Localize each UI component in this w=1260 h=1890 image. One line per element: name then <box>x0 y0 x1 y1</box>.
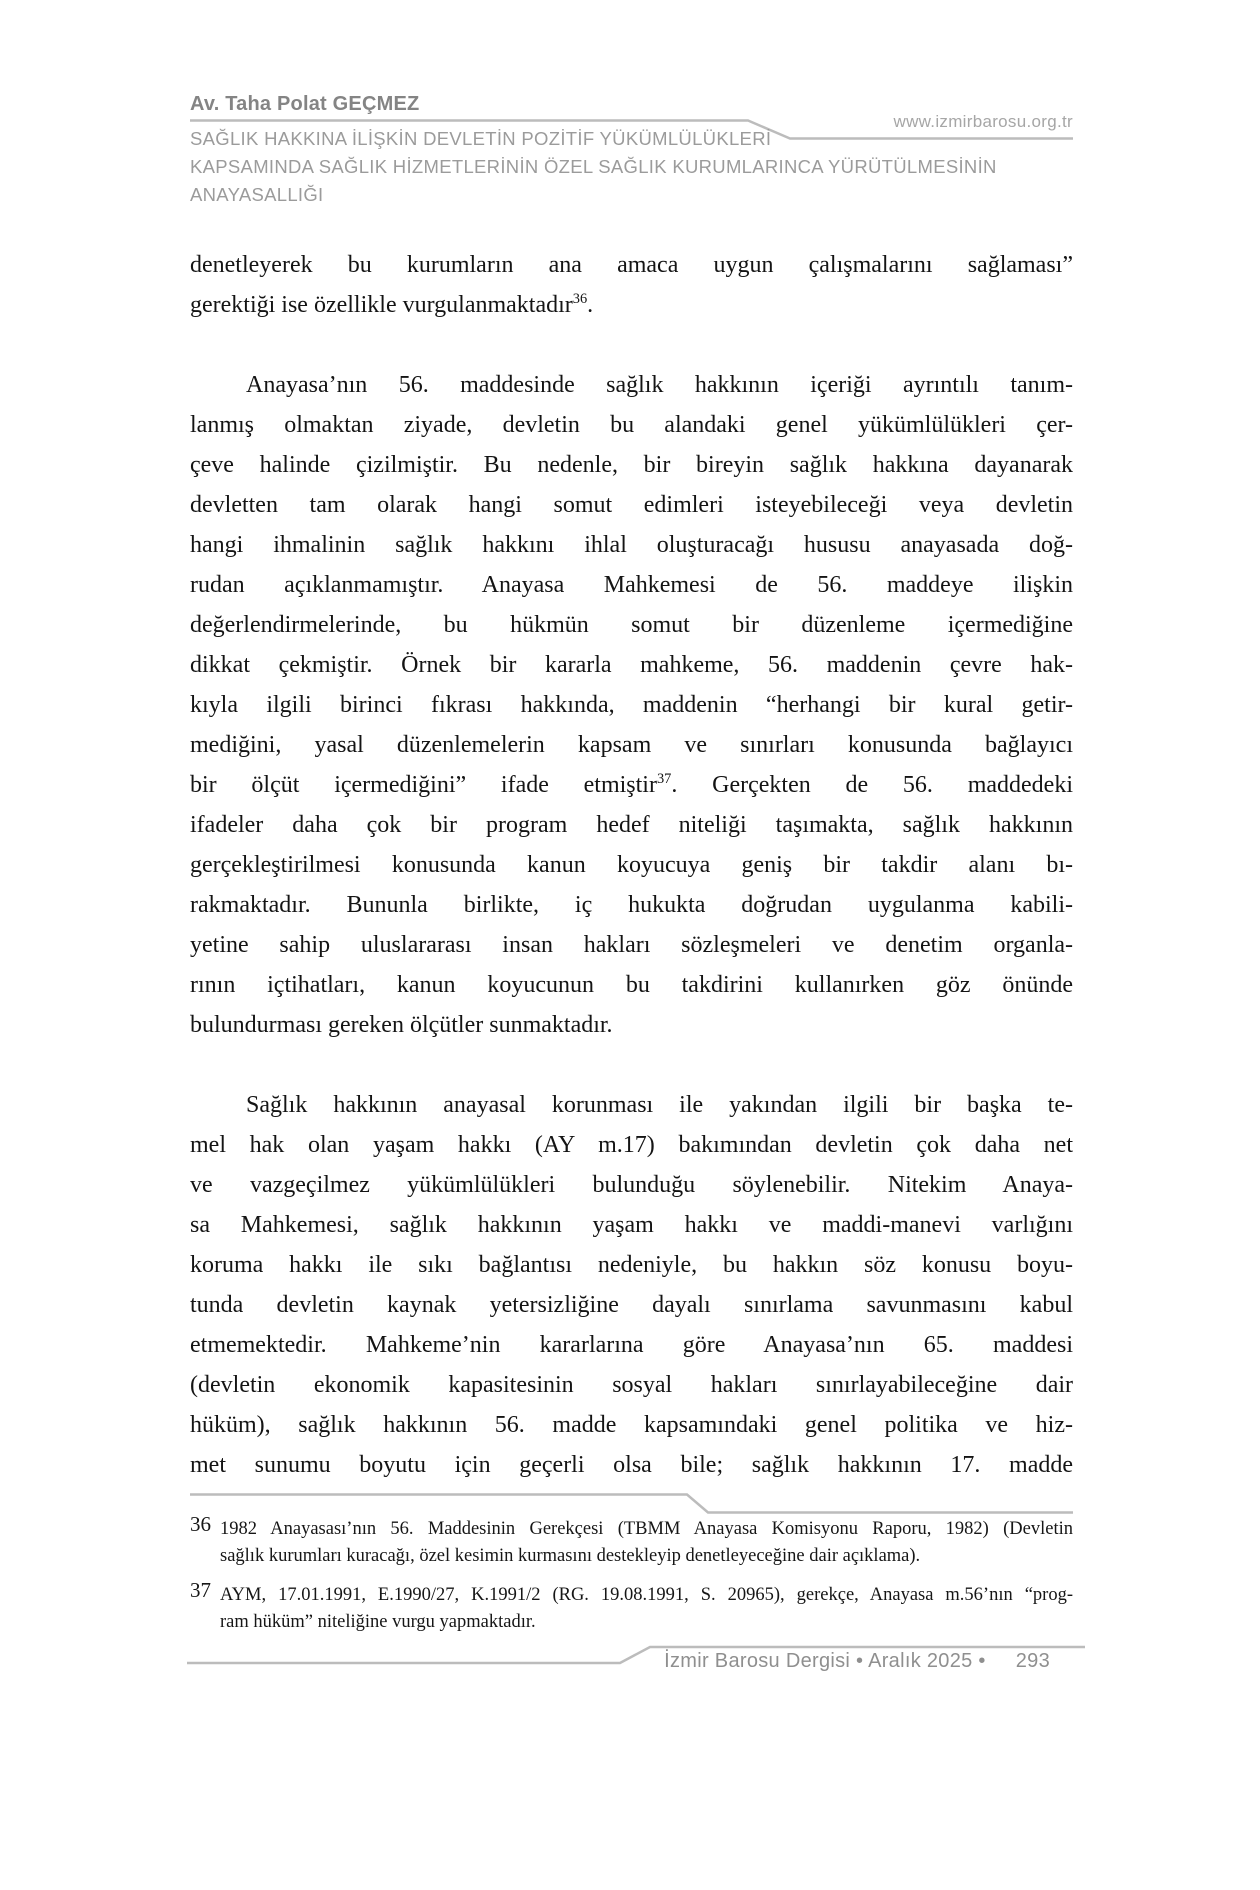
body-text-line: devletten tam olarak hangi somut edimleri isteyebileceği veya devletin <box>190 492 1073 518</box>
body-text-line: ve vazgeçilmez yükümlülükleri bulunduğu söylenebilir. Nitekim Anaya- <box>190 1172 1073 1198</box>
body-text-line: hangi ihmalinin sağlık hakkını ihlal oluşturacağı hususu anayasada doğ- <box>190 532 1073 558</box>
body-text-line: etmemektedir. Mahkeme’nin kararlarına göre Anayasa’nın 65. maddesi <box>190 1332 1073 1358</box>
body-text-line: dikkat çekmiştir. Örnek bir kararla mahkeme, 56. maddenin çevre hak- <box>190 652 1073 678</box>
footnote-line: sağlık kurumları kuracağı, özel kesimin kurmasını destekleyip denetleyeceğine dair açıklama). <box>220 1546 921 1566</box>
body-text-line: bir ölçüt içermediğini” ifade etmiştir$^{37}$. Gerçekten de 56. maddedeki <box>190 771 1073 798</box>
body-text-line: Anayasa’nın 56. maddesinde sağlık hakkının içeriği ayrıntılı tanım- <box>246 372 1073 398</box>
body-paragraph <box>190 245 1073 325</box>
footnote-line: 1982 Anayasası’nın 56. Maddesinin Gerekçesi (TBMM Anayasa Komisyonu Raporu, 1982) (Devletin <box>220 1519 1073 1539</box>
body-text-line: hüküm), sağlık hakkının 56. madde kapsamındaki genel politika ve hiz- <box>190 1412 1073 1438</box>
article-title <box>190 125 1090 209</box>
author-name: Av. Taha Polat GEÇMEZ <box>190 93 420 115</box>
body-text-line: rudan açıklanmamıştır. Anayasa Mahkemesi de 56. maddeye ilişkin <box>190 572 1073 598</box>
body-text-line: koruma hakkı ile sıkı bağlantısı nedeniyle, bu hakkın söz konusu boyu- <box>190 1252 1073 1278</box>
article-title-line: ANAYASALLIĞI <box>190 184 324 205</box>
body-text-line: mediğini, yasal düzenlemelerin kapsam ve sınırları konusunda bağlayıcı <box>190 732 1073 758</box>
body-text-line: met sunumu boyutu için geçerli olsa bile; sağlık hakkının 17. madde <box>190 1452 1073 1478</box>
footnote-reference: 37 <box>656 771 672 787</box>
footnote-text <box>220 1582 1073 1636</box>
body-text-line: değerlendirmelerinde, bu hükmün somut bir düzenleme içermediğine <box>190 612 1073 638</box>
body-paragraph <box>190 365 1073 1045</box>
page-number: 293 <box>1015 1650 1050 1672</box>
body-text-line: sa Mahkemesi, sağlık hakkının yaşam hakkı ve maddi-manevi varlığını <box>190 1212 1073 1238</box>
body-text-line: Sağlık hakkının anayasal korunması ile yakından ilgili bir başka te- <box>246 1092 1073 1118</box>
footnotes <box>190 1512 1073 1648</box>
footnote-line: AYM, 17.01.1991, E.1990/27, K.1991/2 (RG. 19.08.1991, S. 20965), gerekçe, Anayasa m.56’nın “prog- <box>220 1585 1073 1605</box>
body-text-line: bulundurması gereken ölçütler sunmaktadır. <box>190 1012 613 1038</box>
body-paragraph <box>190 1085 1073 1485</box>
body-text-line: rakmaktadır. Bununla birlikte, iç hukukta doğrudan uygulanma kabili- <box>190 892 1073 918</box>
body-text-line: (devletin ekonomik kapasitesinin sosyal hakları sınırlayabileceğine dair <box>190 1372 1073 1398</box>
body-text-line: mel hak olan yaşam hakkı (AY m.17) bakımından devletin çok daha net <box>190 1132 1073 1158</box>
body-text-line: lanmış olmaktan ziyade, devletin bu alandaki genel yükümlülükleri çer- <box>190 412 1073 438</box>
body-text-line: gerçekleştirilmesi konusunda kanun koyucuya geniş bir takdir alanı bı- <box>190 852 1073 878</box>
footnote-number: 36 <box>190 1512 211 1536</box>
body-text-line: denetleyerek bu kurumların ana amaca uygun çalışmalarını sağlaması” <box>190 252 1073 278</box>
body-text-line: gerektiği ise özellikle vurgulanmaktadır$^{36}$. <box>190 291 594 318</box>
footnote-line: ram hüküm” niteliğine vurgu yapmaktadır. <box>220 1612 536 1632</box>
footnote-reference: 36 <box>572 291 588 307</box>
body-text-line: tunda devletin kaynak yetersizliğine dayalı sınırlama savunmasını kabul <box>190 1292 1073 1318</box>
footnote <box>190 1578 1073 1636</box>
article-title-line: KAPSAMINDA SAĞLIK HİZMETLERİNİN ÖZEL SAĞLIK KURUMLARINCA YÜRÜTÜLMESİNİN <box>190 156 997 177</box>
body-text-line: ifadeler daha çok bir program hedef niteliği taşımakta, sağlık hakkının <box>190 812 1073 838</box>
footnote-text <box>220 1516 1073 1570</box>
page-footer <box>190 1650 1050 1673</box>
body-text-line: çeve halinde çizilmiştir. Bu nedenle, bir bireyin sağlık hakkına dayanarak <box>190 452 1073 478</box>
body-text-line: kıyla ilgili birinci fıkrası hakkında, maddenin “herhangi bir kural getir- <box>190 692 1073 718</box>
article-title-line: SAĞLIK HAKKINA İLİŞKİN DEVLETİN POZİTİF YÜKÜMLÜLÜKLERİ <box>190 128 772 149</box>
footnote <box>190 1512 1073 1570</box>
website-url: www.izmirbarosu.org.tr <box>893 112 1073 131</box>
footnote-number: 37 <box>190 1578 211 1602</box>
body-text-line: yetine sahip uluslararası insan hakları sözleşmeleri ve denetim organla- <box>190 932 1073 958</box>
body-text-line: rının içtihatları, kanun koyucunun bu takdirini kullanırken göz önünde <box>190 972 1073 998</box>
article-body <box>190 245 1073 1485</box>
journal-name: İzmir Barosu Dergisi • Aralık 2025 • <box>664 1650 986 1672</box>
footnote-divider <box>190 1492 1073 1516</box>
